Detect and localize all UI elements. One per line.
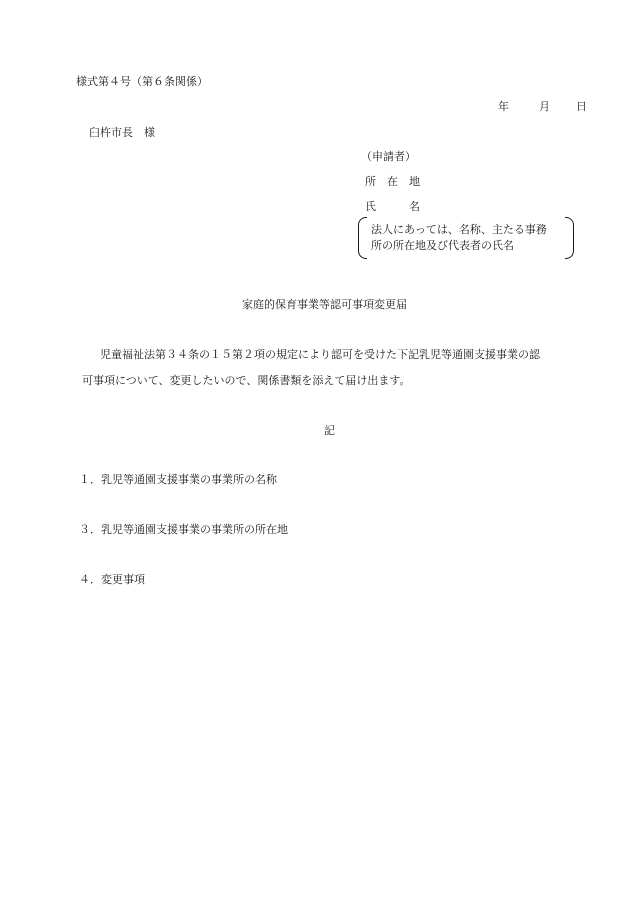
body-paragraph <box>76 342 586 394</box>
bracket-left <box>358 217 367 259</box>
ki-heading: 記 <box>324 424 335 437</box>
date-year: 年 <box>498 100 509 113</box>
bracket-right <box>565 217 574 259</box>
corporate-note-line2: 所の所在地及び代表者の氏名 <box>371 239 514 252</box>
applicant-address-label: 所 在 地 <box>365 175 420 188</box>
body-line-1: 児童福祉法第３４条の１５第２項の規定により認可を受けた下記乳児等通園支援事業の認 <box>100 348 540 361</box>
corporate-note-line1: 法人にあっては、名称、主たる事務 <box>371 223 547 236</box>
list-item: ４．変更事項 <box>79 573 145 586</box>
corporate-note <box>358 217 574 259</box>
addressee: 臼杵市長 様 <box>89 126 155 139</box>
date-month: 月 <box>539 100 550 113</box>
document-title: 家庭的保育事業等認可事項変更届 <box>242 298 407 311</box>
date-line <box>498 98 587 114</box>
applicant-label: （申請者） <box>361 150 416 163</box>
list-item: ３．乳児等通園支援事業の事業所の所在地 <box>79 523 288 536</box>
list-item: １．乳児等通園支援事業の事業所の名称 <box>79 473 277 486</box>
form-number: 様式第４号（第６条関係） <box>76 75 208 88</box>
body-line-2: 可事項について、変更したいので、関係書類を添えて届け出ます。 <box>82 374 411 387</box>
applicant-name-label: 氏 名 <box>365 200 420 213</box>
date-day: 日 <box>576 100 587 113</box>
corporate-note-text <box>371 222 547 254</box>
